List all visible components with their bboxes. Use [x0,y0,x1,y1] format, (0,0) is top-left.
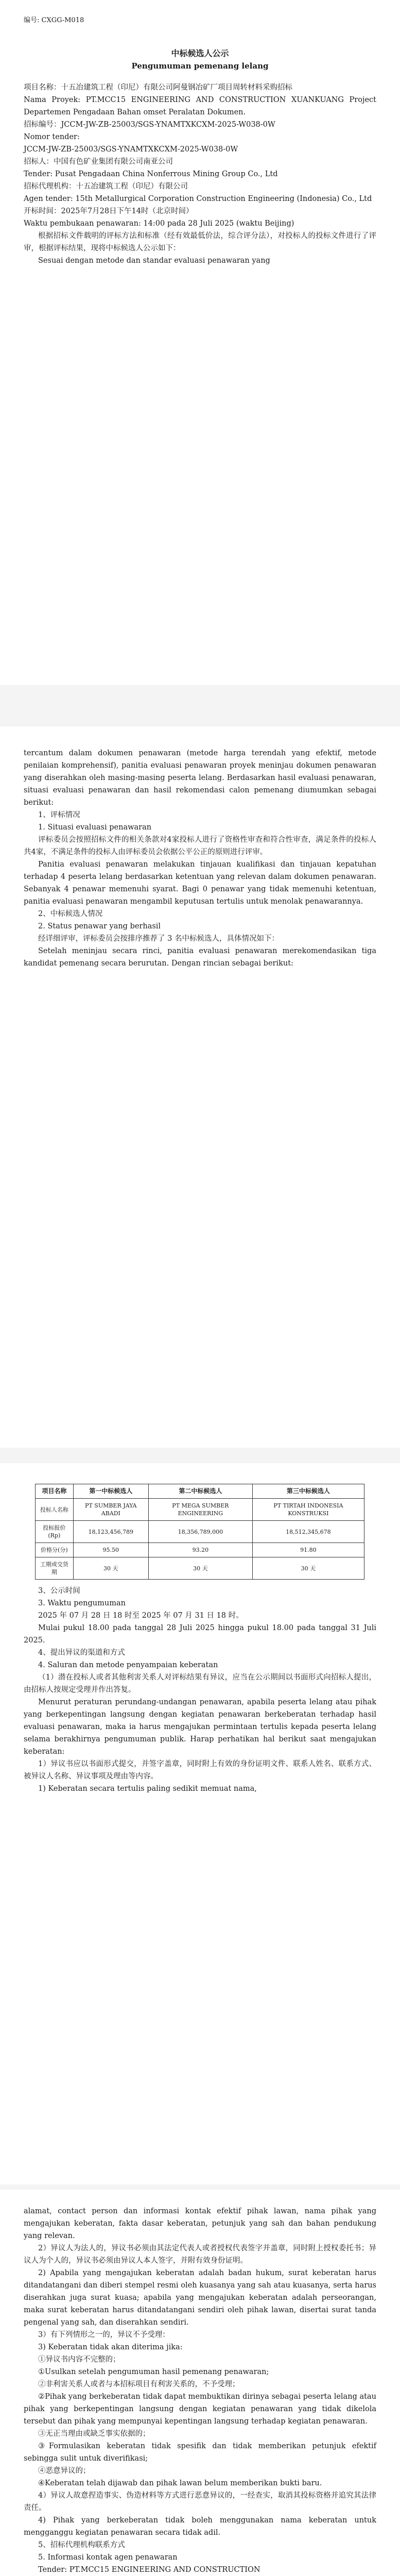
table-cell: 30 天 [252,1557,364,1580]
page-4-content [24,2205,376,2576]
section-3-heading-zh: 3、公示时间 [38,1587,80,1595]
objection-rule-zh: （1）潜在投标人或者其他利害关系人对评标结果有异议，应当在公示期间以书面形式向招标人提出，由招标人按规定受理并作出答复。 [24,1673,376,1694]
table-cell: 91.80 [252,1543,364,1557]
document-subtitle: Pengumuman pemenang lelang [131,61,269,71]
document-page-4 [0,2190,400,2576]
table-cell: 95.50 [73,1543,148,1557]
objection-item-2-zh: 2）异议人为法人的，异议书必须由其法定代表人或者授权代表签字并盖章，同时附上授权委托书；异议人为个人的，异议书必须由异议人本人签字，并附有效身份证明。 [24,2244,376,2265]
section-1-body-zh: 评标委员会按照招标文件的相关条款对4家投标人进行了资格性审查和符合性审查，满足条件的投标人共4家，不满足条件的投标人由评标委员会依据公平公正的原则进行评审。 [24,836,376,856]
table-cell: 价格分(分) [36,1543,74,1557]
reject-case-2-zh: ②非利害关系人或者与本招标项目有利害关系的，不予受理； [38,2380,240,2388]
document-number: 编号: CXGG-M018 [24,16,84,24]
section-1-body-id: Panitia evaluasi penawaran melakukan tinjauan kualifikasi dan tinjauan kepatuhan terhadap 4 peserta lelang berdasarkan ketentuan yang relevan dalam dokumen penawaran. Sebanyak 4 penawar memenuhi syarat. Bagi 0 penawar yang tidak memenuhi ketentuan, panitia evaluasi penawaran mengambil keputusan tertulis untuk menolak penawarannya. [24,860,376,906]
page-gap [0,1448,400,1463]
reject-case-1-id: ①Usulkan setelah pengumuman hasil pemenang penawaran; [38,2368,269,2376]
table-header-cell: 项目名称 [36,1484,74,1499]
tender-number-value: JCCM-JW-ZB-25003/SGS-YNAMTXKCXM-2025-W038-0W [24,145,238,154]
tender-number-label: Nomor tender: [24,133,80,141]
table-cell: 18,512,345,678 [252,1521,364,1543]
page-gap [0,2184,400,2190]
page-1-content [24,47,376,267]
table-cell: 93.20 [148,1543,252,1557]
candidates-table [35,1484,364,1580]
intro-zh: 根据招标文件载明的评标方法和标准（经有效最低价法，综合评分法），对投标人的投标文件进行了评审，根据评标结果，现将中标候选人公示如下： [24,232,376,252]
objection-item-1-cont: alamat, contact person dan informasi kontak efektif pihak lawan, nama pihak yang mengajukan keberatan, fakta dasar keberatan, petunjuk yang sah dan bahan pendukung yang relevan. [24,2207,376,2240]
section-4-heading-id: 4. Saluran dan metode penyampaian keberatan [38,1661,218,1669]
agent-zh: 招标代理机构：十五冶建筑工程（印尼）有限公司 [24,182,188,191]
table-cell: 18,356,789,000 [148,1521,252,1543]
opening-time-id: Waktu pembukaan penawaran: 14:00 pada 28 Juli 2025 (waktu Beijing) [24,219,294,228]
objection-item-4-zh: 4）异议人故意捏造事实、伪造材料等方式进行恶意异议的，一经查实，取消其投标资格并追究其法律责任。 [24,2492,376,2512]
table-header-cell: 第三中标候选人 [252,1484,364,1499]
table-row [36,1543,364,1557]
project-name-zh: 项目名称：十五冶建筑工程（印尼）有限公司阿曼钢冶矿厂项目周转材料采购招标 [24,83,292,92]
tenderer-zh: 招标人：中国有色矿业集团有限公司南亚公司 [24,158,173,166]
reject-case-2-id: ②Pihak yang berkeberatan tidak dapat membuktikan dirinya sebagai peserta lelang atau pihak yang berkepentingan langsung dengan kegiatan penawaran yang tidak dikelola tersebut dan pihak yang mempunyai kepentingan langsung terhadap kegiatan penawaran. [24,2393,376,2426]
table-cell: 工期或交货期 [36,1557,74,1580]
opening-time-zh: 开标时间：2025年7月28日下午14时（北京时间） [24,207,194,215]
objection-item-1-id: 1) Keberatan secara tertulis paling sedikit memuat nama, [38,1785,257,1793]
document-page-3 [0,1463,400,2184]
section-2-body-id: Setelah meninjau secara rinci, panitia evaluasi penawaran merekomendasikan tiga kandidat pemenang secara berurutan. Dengan rincian sebagai berikut: [24,947,376,968]
page-3-content [24,1479,376,1795]
document-page-2 [0,726,400,1448]
section-2-heading-id: 2. Status penawar yang berhasil [38,922,161,930]
reject-case-4-id: ④Keberatan telah dijawab dan pihak lawan belum memberikan bukti baru. [38,2479,322,2487]
table-row [36,1499,364,1521]
evaluation-intro: tercantum dalam dokumen penawaran (metode harga terendah yang efektif, metode penilaian komprehensif), panitia evaluasi penawaran proyek meninjau dokumen penawaran yang diserahkan oleh masing-masing peserta lelang. Berdasarkan hasil evaluasi penawaran, situasi evaluasi penawaran dan hasil rekomendasi calon pemenang diumumkan sebagai berikut: [24,749,376,807]
reject-case-3-zh: ③无正当理由或缺乏事实依据的； [38,2430,150,2438]
table-header-cell: 第一中标候选人 [73,1484,148,1499]
reject-case-3-id: ③Formulasikan keberatan tidak spesifik dan tidak memberikan petunjuk efektif sebingga sulit untuk diverifikasi; [24,2442,376,2463]
section-3-heading-id: 3. Waktu pengumuman [38,1599,126,1607]
table-header-row [36,1484,364,1499]
reject-case-4-zh: ④恶意异议的； [38,2467,91,2475]
table-cell: PT TIRTAH INDONESIA KONSTRUKSI [252,1499,364,1521]
page-gap [0,685,400,726]
table-cell: 投标报价(Rp) [36,1521,74,1543]
reject-case-1-zh: ①异议书内容不完整的； [38,2355,120,2364]
section-1-heading-zh: 1、评标情况 [38,811,80,819]
objection-rule-id: Menurut peraturan perundang-undangan penawaran, apabila peserta lelang atau pihak yang berkepentingan langsung dengan kegiatan penawaran berkeberatan terhadap hasil evaluasi penawaran, maka ia harus mengajukan permintaan tertulis kepada peserta lelang selama berakhirnya pengumuman publik. Harap perhatikan hal berikut saat mengajukan keberatan: [24,1698,376,1756]
objection-item-2-id: 2) Apabila yang mengajukan keberatan adalah badan hukum, surat keberatan harus ditandatangani dan diberi stempel resmi oleh kuasanya yang sah atau kuasanya, serta harus diserahkan juga surat kuasa; apabila yang mengajukan keberatan adalah perseorangan, maka surat keberatan harus ditandatangani sendiri oleh pihak lawan, disertai surat tanda pengenal yang sah, dan diserahkan sendiri. [24,2269,376,2327]
table-cell: 18,123,456,789 [73,1521,148,1543]
page-2-content [24,747,376,970]
table-cell: PT MEGA SUMBER ENGINEERING [148,1499,252,1521]
intro-id: Sesuai dengan metode dan standar evaluasi penawaran yang [38,257,270,265]
publicity-period-zh: 2025 年 07 月 28 日 18 时至 2025 年 07 月 31 日 18 时。 [38,1612,244,1620]
tender-number-zh: 招标编号：JCCM-JW-ZB-25003/SGS-YNAMTXKCXM-2025-W038-0W [24,121,275,129]
section-5-heading-zh: 5、招标代理机构联系方式 [38,2541,125,2549]
project-name-id: Nama Proyek: PT.MCC15 ENGINEERING AND CONSTRUCTION XUANKUANG Project Departemen Pengadaan Bahan omset Peralatan Dokumen. [24,96,376,116]
table-header-cell: 第二中标候选人 [148,1484,252,1499]
document-page-1 [0,0,400,685]
objection-item-1-zh: 1）异议书应以书面形式提交，并签字盖章，同时附上有效的身份证明文件、联系人姓名、联系方式、被异议人名称、异议事项及理由等内容。 [24,1760,376,1781]
section-5-heading-id: 5. Informasi kontak agen penawaran [38,2553,178,2562]
agent-name: Tender: PT.MCC15 ENGINEERING AND CONSTRUCTION [38,2566,260,2574]
section-1-heading-id: 1. Situasi evaluasi penawaran [38,823,152,832]
objection-item-4-id: 4) Pihak yang berkeberatan tidak boleh menggunakan nama keberatan untuk mengganggu kegiatan penawaran secara tidak adil. [24,2516,376,2537]
table-cell: 投标人名称 [36,1499,74,1521]
publicity-period-id: Mulai pukul 18.00 pada tanggal 28 Juli 2025 hingga pukul 18.00 pada tanggal 31 Juli 2025. [24,1624,376,1645]
table-row [36,1557,364,1580]
section-2-heading-zh: 2、中标候选人情况 [38,910,103,918]
objection-item-3-id: 3) Keberatan tidak akan diterima jika: [38,2343,183,2351]
table-cell: 30 天 [148,1557,252,1580]
objection-item-3-zh: 3）有下列情形之一的，异议不予受理： [38,2331,170,2339]
agent-id: Agen tender: 15th Metallurgical Corporation Construction Engineering (Indonesia) Co., Ltd [24,195,372,203]
tenderer-id: Tender: Pusat Pengadaan China Nonferrous Mining Group Co., Ltd [24,170,278,178]
table-row [36,1521,364,1543]
section-4-heading-zh: 4、提出异议的渠道和方式 [38,1649,125,1657]
table-cell: PT SUMBER JAYA ABADI [73,1499,148,1521]
document-title: 中标候选人公示 [171,48,229,58]
section-2-body-zh: 经详细评审，评标委员会按排序推荐了 3 名中标候选人，具体情况如下： [38,935,279,943]
table-cell: 30 天 [73,1557,148,1580]
